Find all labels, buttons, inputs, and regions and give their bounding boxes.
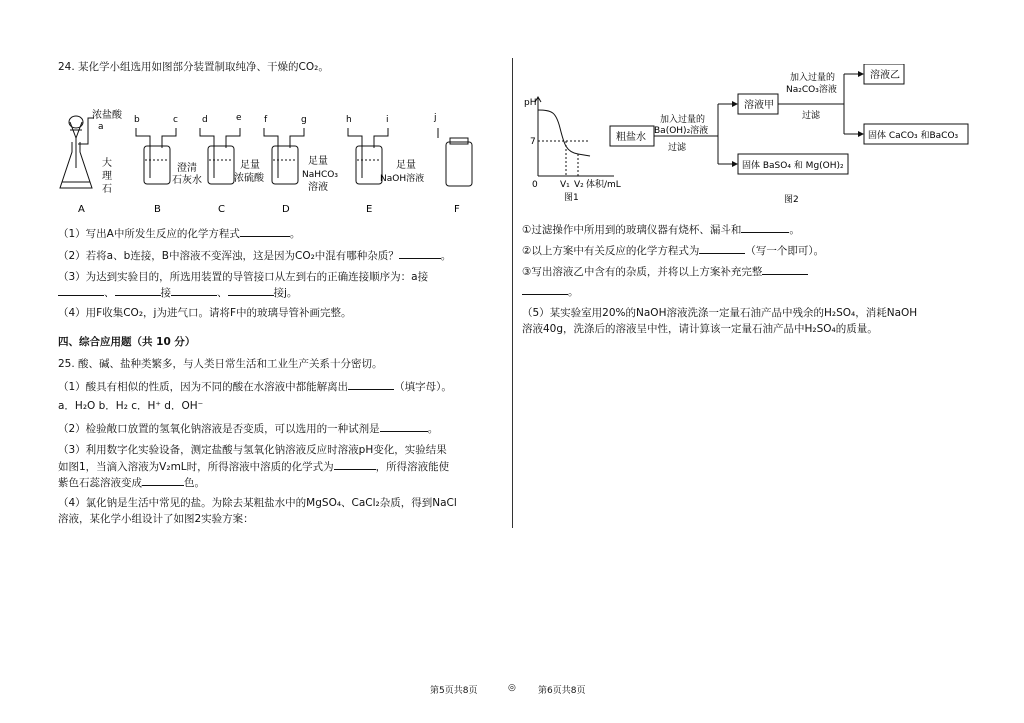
answer-blank[interactable] [334,459,376,470]
q25-intro: 25. 酸、碱、盐种类繁多，与人类日常生活和工业生产关系十分密切。 [58,358,383,370]
q25-3c: 紫色石蕊溶液变成 色。 [58,477,205,489]
port-h: h [346,115,352,125]
q24-2: （2）若将a、b连接，B中溶液不变浑浊，这是因为CO₂中混有哪种杂质？ 。 [58,250,452,262]
naoh-label-2: NaOH溶液 [380,174,425,184]
step1-top: 加入过量的 [660,115,706,125]
x-label: 体积/mL [586,180,621,190]
y-tick-7: 7 [530,137,536,147]
step1-bottom: 过滤 [668,143,687,153]
q25-2: （2）检验敞口放置的氢氧化钠溶液是否变质，可以选用的一种试剂是 。 [58,423,439,435]
port-j: j [434,113,437,123]
port-i: i [386,115,389,125]
label-D: D [282,204,290,215]
step2-top: 加入过量的 [790,73,836,83]
label-B: B [154,204,161,215]
x-tick-v1: V₁ [560,180,570,190]
answer-blank[interactable] [399,248,441,259]
box-solid-2-label: 固体 CaCO₃ 和BaCO₃ [868,131,959,141]
nahco3-label-3: 溶液 [308,182,328,193]
q25-4a: （4）氯化钠是生活中常见的盐。为除去某粗盐水中的MgSO₄、CaCl₂杂质，得到NaCl [58,497,457,509]
port-e: e [236,113,242,123]
q25-5a: （5）某实验室用20%的NaOH溶液洗涤一定量石油产品中残余的H₂SO₄，消耗NaOH [522,307,918,319]
answer-blank[interactable] [348,379,394,390]
section-title: 四、综合应用题（共 10 分） [58,336,196,348]
answer-blank[interactable] [171,285,217,296]
label-E: E [366,204,373,215]
port-f: f [264,115,268,125]
y-label: pH [524,98,537,108]
q25-3a: （3）利用数字化实验设备，测定盐酸与氢氧化钠溶液反应时溶液pH变化，实验结果 [58,444,447,456]
acid-label: 浓盐酸 [92,110,122,121]
limewater-label-1: 澄清 [177,163,197,174]
apparatus-d [264,128,304,184]
port-b: b [134,115,140,125]
apparatus-a [60,116,94,188]
answer-blank[interactable] [741,222,789,233]
answer-blank[interactable] [522,284,568,295]
box-crude-brine-label: 粗盐水 [616,132,646,143]
nahco3-label-2: NaHCO₃ [302,170,338,180]
q25-4-iii-cont: 。 [522,284,579,299]
q25-4-ii: ②以上方案中有关反应的化学方程式为 （写一个即可）。 [522,245,825,257]
q24-3: （3）为达到实验目的，所选用装置的导管接口从左到右的正确连接顺序为：a接 [58,271,429,283]
port-d: d [202,115,208,125]
limewater-label-2: 石灰水 [172,175,202,186]
origin-label: 0 [532,180,538,190]
q24-4: （4）用F收集CO₂，j为进气口。请将F中的玻璃导管补画完整。 [58,307,352,319]
step1-mid: Ba(OH)₂溶液 [654,126,709,136]
answer-blank[interactable] [762,264,808,275]
q25-4-iii: ③写出溶液乙中含有的杂质，并将以上方案补充完整 [522,264,808,279]
q25-1: （1）酸具有相似的性质，因为不同的酸在水溶液中都能解离出 （填字母）。 [58,381,452,393]
q25-3b: 如图1，当滴入溶液为V₂mL时，所得溶液中溶质的化学式为 ，所得溶液能使 [58,461,450,473]
q24-3-cont: 、 接 、 接j。 [58,285,297,300]
q24-1: （1）写出A中所发生反应的化学方程式 。 [58,228,301,240]
naoh-label-1: 足量 [396,160,416,171]
q25-5b: 溶液40g，洗涤后的溶液呈中性，请计算该一定量石油产品中H₂SO₄的质量。 [522,323,878,335]
step2-bottom: 过滤 [802,111,821,121]
answer-blank[interactable] [699,243,745,254]
fig1-caption: 图1 [564,193,579,203]
h2so4-label-1: 足量 [240,160,260,171]
fig2-caption: 图2 [784,195,799,204]
apparatus-figure [58,108,488,218]
q24-title: 24. 某化学小组选用如图部分装置制取纯净、干燥的CO₂。 [58,61,329,73]
marble-label-2: 理 [102,171,112,182]
answer-blank[interactable] [142,475,184,486]
x-tick-v2: V₂ [574,180,584,190]
answer-blank[interactable] [228,285,274,296]
label-C: C [218,204,225,215]
answer-blank[interactable] [115,285,161,296]
footer-left-page: 第5页共8页 [430,686,478,696]
box-solution-b-label: 溶液乙 [870,70,900,81]
step2-mid: Na₂CO₃溶液 [786,85,837,95]
footer-separator: ◎ [508,683,516,693]
box-solution-a-label: 溶液甲 [744,100,774,111]
port-a: a [98,122,104,132]
answer-blank[interactable] [380,421,428,432]
q25-1-options: a．H₂O b．H₂ c．H⁺ d．OH⁻ [58,400,204,412]
figure-2-flowchart [608,64,972,204]
label-F: F [454,204,460,215]
marble-label-3: 石 [102,184,112,195]
answer-blank[interactable] [240,226,290,237]
footer-right-page: 第6页共8页 [538,686,586,696]
port-c: c [173,115,178,125]
label-A: A [78,204,85,215]
q25-4b: 溶液，某化学小组设计了如图2实验方案： [58,513,254,525]
nahco3-label-1: 足量 [308,156,328,167]
marble-label-1: 大 [102,158,112,169]
port-g: g [301,115,307,125]
q25-4-i: ①过滤操作中所用到的玻璃仪器有烧杯、漏斗和 。 [522,224,800,236]
apparatus-b [136,128,176,184]
figure-1-ph-chart [522,92,622,204]
h2so4-label-2: 浓硫酸 [234,173,264,184]
apparatus-f [438,128,472,186]
column-divider [512,58,513,528]
answer-blank[interactable] [58,285,104,296]
box-solid-1-label: 固体 BaSO₄ 和 Mg(OH)₂ [742,161,844,171]
ph-curve [538,110,590,156]
